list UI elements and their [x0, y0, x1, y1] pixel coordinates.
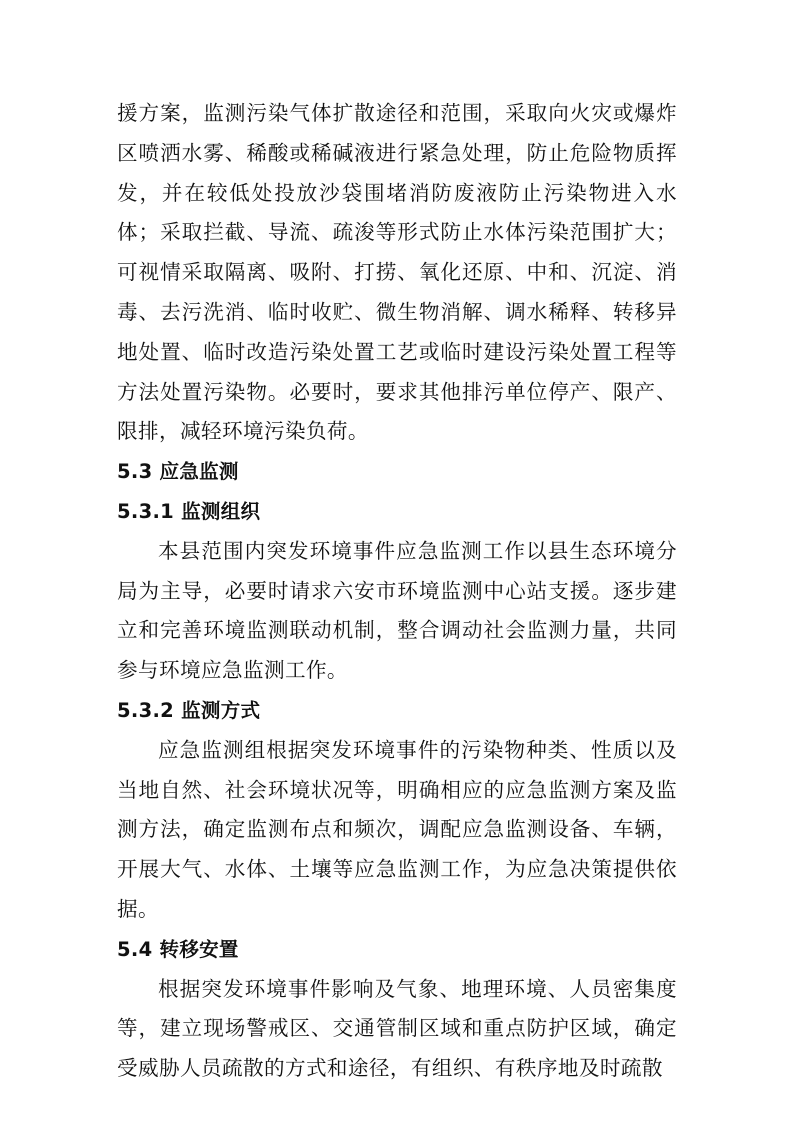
page-content	[117, 94, 677, 1089]
subsection-heading-5-3-2: 5.3.2 监测方式	[117, 698, 261, 722]
subsection-heading-5-3-1: 5.3.1 监测组织	[117, 499, 261, 523]
section-heading-5-3: 5.3 应急监测	[117, 460, 239, 484]
continuation-paragraph: 援方案，监测污染气体扩散途径和范围，采取向火灾或爆炸区喷洒水雾、稀酸或稀碱液进行紧急处理，防止危险物质挥发，并在较低处投放沙袋围堵消防废液防止污染物进入水体；采取拦截、导流、疏浚等形式防止水体污染范围扩大；可视情采取隔离、吸附、打捞、氧化还原、中和、沉淀、消毒、去污洗消、临时收贮、微生物消解、调水稀释、转移异地处置、临时改造污染处置工艺或临时建设污染处置工程等方法处置污染物。必要时，要求其他排污单位停产、限产、限排，减轻环境污染负荷。	[117, 101, 677, 444]
paragraph-relocation: 根据突发环境事件影响及气象、地理环境、人员密集度等，建立现场警戒区、交通管制区域和重点防护区域，确定受威胁人员疏散的方式和途径，有组织、有秩序地及时疏散	[117, 976, 677, 1081]
paragraph-monitoring-method: 应急监测组根据突发环境事件的污染物种类、性质以及当地自然、社会环境状况等，明确相应的应急监测方案及监测方法，确定监测布点和频次，调配应急监测设备、车辆，开展大气、水体、土壤等应急监测工作，为应急决策提供依据。	[117, 737, 677, 921]
section-heading-5-4: 5.4 转移安置	[117, 937, 239, 961]
paragraph-monitoring-organization: 本县范围内突发环境事件应急监测工作以县生态环境分局为主导，必要时请求六安市环境监测中心站支援。逐步建立和完善环境监测联动机制，整合调动社会监测力量，共同参与环境应急监测工作。	[117, 538, 677, 683]
